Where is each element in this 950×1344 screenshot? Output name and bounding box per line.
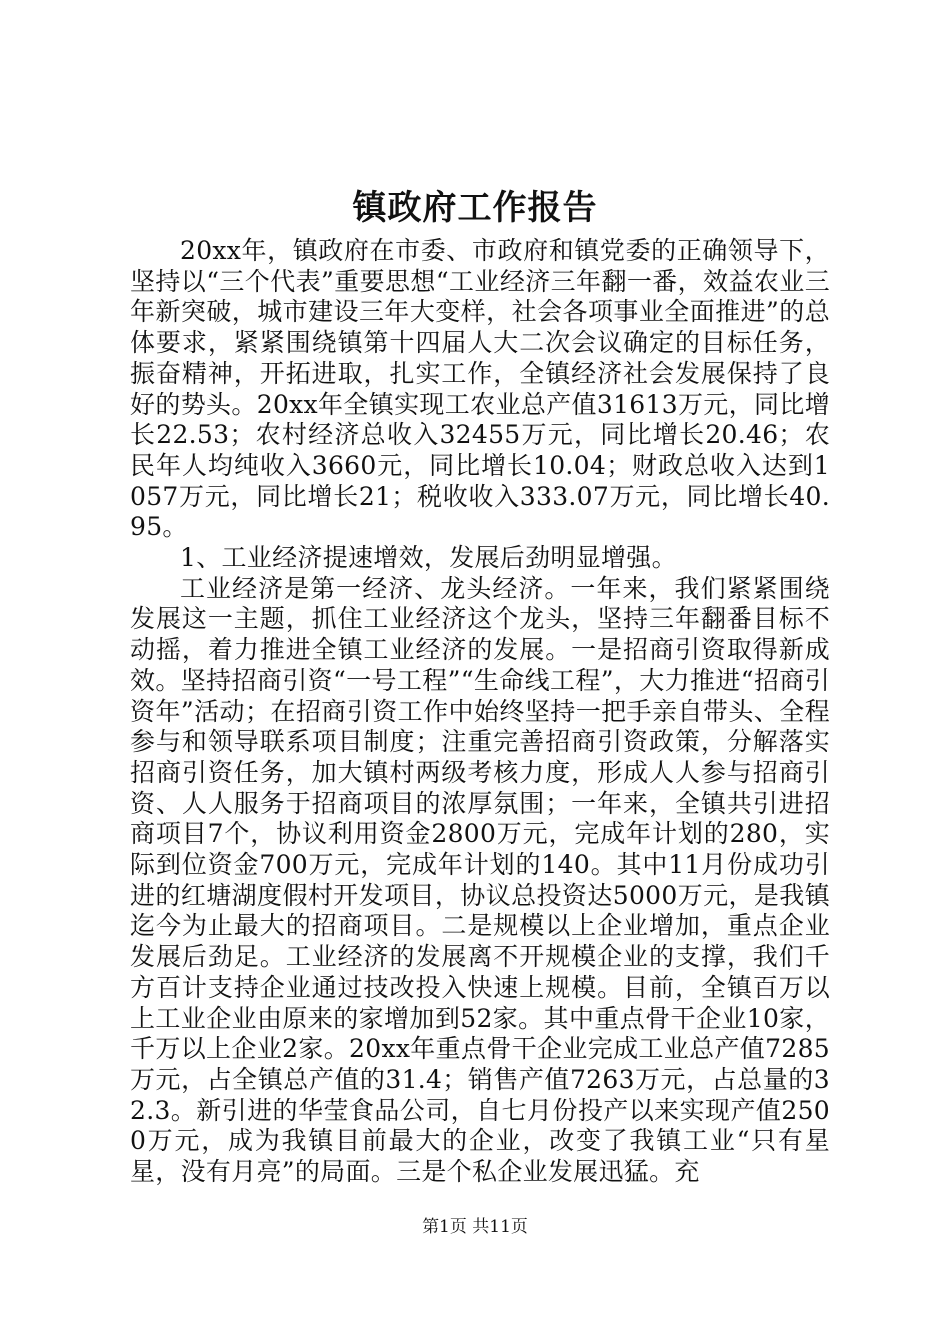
- paragraph-industry: 工业经济是第一经济、龙头经济。一年来，我们紧紧围绕发展这一主题，抓住工业经济这个龙头，坚持三年翻番目标不动摇，着力推进全镇工业经济的发展。一是招商引资取得新成效。坚持招商引资“一号工程”“生命线工程”，大力推进“招商引资年”活动；在招商引资工作中始终坚持一把手亲自带头、全程参与和领导联系项目制度；注重完善招商引资政策，分解落实招商引资任务，加大镇村两级考核力度，形成人人参与招商引资、人人服务于招商项目的浓厚氛围；一年来，全镇共引进招商项目7个，协议利用资金2800万元，完成年计划的280，实际到位资金700万元，完成年计划的140。其中11月份成功引进的红塘湖度假村开发项目，协议总投资达5000万元，是我镇迄今为止最大的招商项目。二是规模以上企业增加，重点企业发展后劲足。工业经济的发展离不开规模企业的支撑，我们千方百计支持企业通过技改投入快速上规模。目前，全镇百万以上工业企业由原来的家增加到52家。其中重点骨干企业10家，千万以上企业2家。20xx年重点骨干企业完成工业总产值7285万元，占全镇总产值的31.4；销售产值7263万元，占总量的32.3。新引进的华莹食品公司，自七月份投产以来实现产值2500万元，成为我镇目前最大的企业，改变了我镇工业“只有星星，没有月亮”的局面。三是个私企业发展迅猛。充: [130, 573, 830, 1187]
- section-heading-industry: 1、工业经济提速增效，发展后劲明显增强。: [180, 543, 677, 573]
- paragraph-intro: 20xx年，镇政府在市委、市政府和镇党委的正确领导下，坚持以“三个代表”重要思想“工业经济三年翻一番，效益农业三年新突破，城市建设三年大变样，社会各项事业全面推进”的总体要求，紧紧围绕镇第十四届人大二次会议确定的目标任务，振奋精神，开拓进取，扎实工作，全镇经济社会发展保持了良好的势头。20xx年全镇实现工农业总产值31613万元，同比增长22.53；农村经济总收入32455万元，同比增长20.46；农民年人均纯收入3660元，同比增长10.04；财政总收入达到1057万元，同比增长21；税收收入333.07万元，同比增长40.95。: [130, 236, 830, 542]
- document-body: [130, 236, 830, 1188]
- document-title: 镇政府工作报告: [352, 188, 598, 228]
- page-number-footer: 第1页 共11页: [422, 1217, 528, 1237]
